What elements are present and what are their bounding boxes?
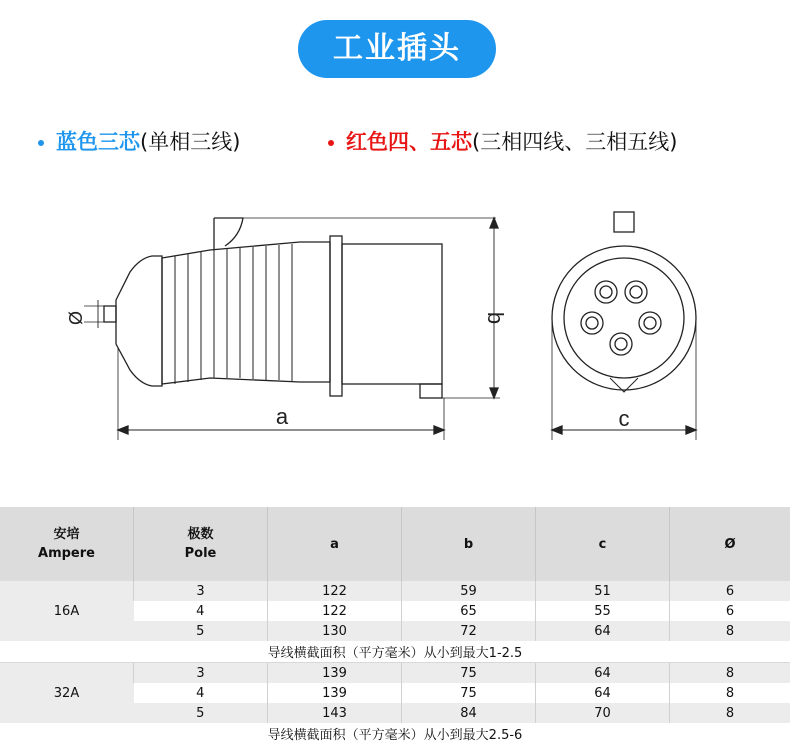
table-cell: 64 — [536, 663, 670, 684]
dim-c-label: c — [618, 406, 630, 431]
header-c: c — [536, 507, 670, 581]
table-cell: 6 — [670, 581, 790, 601]
table-cell: 139 — [268, 663, 402, 684]
housing-body — [342, 244, 442, 384]
table-note-row — [0, 723, 790, 744]
table-cell: 84 — [402, 703, 536, 723]
table-row — [0, 581, 790, 601]
header-a: a — [268, 507, 402, 581]
table-cell: 72 — [402, 621, 536, 641]
front-key — [614, 212, 634, 232]
table-cell: 55 — [536, 601, 670, 621]
dim-a-label: a — [275, 404, 289, 429]
header-phi: Ø — [670, 507, 790, 581]
wire-section-note: 导线横截面积（平方毫米）从小到最大2.5-6 — [0, 723, 790, 744]
page-title: 工业插头 — [298, 20, 496, 78]
legend-blue-label: 蓝色三芯 — [56, 130, 140, 154]
plug-dimension-drawing — [0, 190, 790, 450]
grip-body — [162, 242, 330, 384]
legend-red-desc: (三相四线、三相五线) — [472, 130, 678, 154]
housing-collar — [330, 236, 342, 396]
table-cell: 8 — [670, 621, 790, 641]
dim-b-label: b — [483, 311, 508, 325]
header-ampere: 安培 Ampere — [0, 507, 134, 581]
table-cell: 65 — [402, 601, 536, 621]
top-key — [214, 218, 243, 250]
table-cell: 122 — [268, 601, 402, 621]
wire-section-note: 导线横截面积（平方毫米）从小到最大1-2.5 — [0, 641, 790, 663]
table-row — [0, 663, 790, 684]
table-cell: 5 — [134, 621, 268, 641]
bottom-latch — [420, 384, 442, 398]
table-header-row — [0, 507, 790, 581]
table-cell: 8 — [670, 663, 790, 684]
header-pole: 极数 Pole — [134, 507, 268, 581]
table-cell: 139 — [268, 683, 402, 703]
header-b: b — [402, 507, 536, 581]
bullet-icon — [38, 140, 44, 146]
end-cap — [116, 256, 162, 386]
table-cell: 6 — [670, 601, 790, 621]
table-cell: 64 — [536, 683, 670, 703]
legend-red — [328, 126, 677, 156]
pin-sockets — [581, 281, 661, 355]
legend-blue-desc: (单相三线) — [140, 130, 241, 154]
table-cell: 130 — [268, 621, 402, 641]
table-cell: 4 — [196, 603, 205, 619]
front-outer-ring — [552, 246, 696, 390]
ampere-cell: 16A — [0, 581, 134, 641]
legend-blue — [38, 126, 240, 156]
table-cell: 4 — [196, 685, 205, 701]
spec-table — [0, 507, 790, 744]
table-cell: 51 — [536, 581, 670, 601]
table-cell: 8 — [670, 683, 790, 703]
dim-phi-label: Ø — [66, 310, 86, 326]
table-cell: 8 — [670, 703, 790, 723]
grip-ribs — [175, 244, 292, 384]
cable-stub — [104, 306, 116, 322]
ampere-cell: 32A — [0, 663, 134, 724]
table-cell: 122 — [268, 581, 402, 601]
table-cell: 75 — [402, 663, 536, 684]
table-cell: 64 — [536, 621, 670, 641]
table-cell: 59 — [402, 581, 536, 601]
table-cell: 5 — [134, 703, 268, 723]
table-cell: 3 — [134, 581, 268, 601]
table-cell: 3 — [134, 663, 268, 684]
bullet-icon — [328, 140, 334, 146]
table-cell: 143 — [268, 703, 402, 723]
table-note-row — [0, 641, 790, 663]
table-cell: 75 — [402, 683, 536, 703]
legend-red-label: 红色四、五芯 — [346, 130, 472, 154]
table-cell: 70 — [536, 703, 670, 723]
